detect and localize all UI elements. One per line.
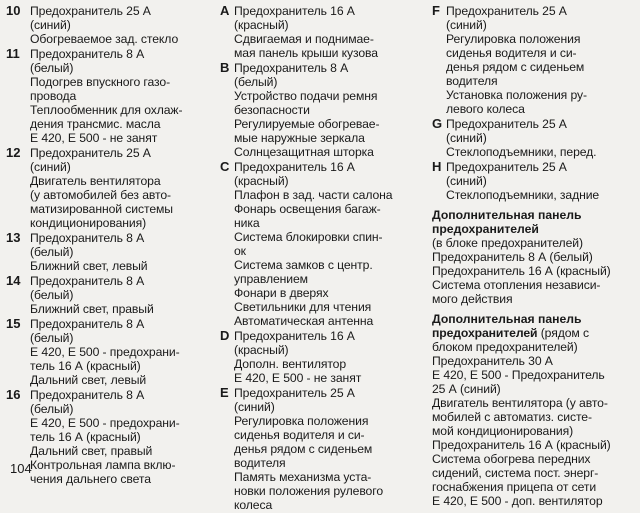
fuse-text-line: Регулируемые обогревае-	[234, 117, 380, 131]
fuse-text-line: Регулировка положения	[446, 32, 581, 46]
fuse-text-line: (синий)	[446, 18, 487, 32]
fuse-text-line: левого колеса	[446, 102, 525, 116]
fuse-text-line: Система блокировки спин-	[234, 230, 383, 244]
fuse-text-line: ника	[234, 216, 260, 230]
fuse-text-line: Предохранитель 8 А	[30, 274, 145, 288]
extra-panel-section-1	[432, 208, 638, 306]
fuse-text-line: управлением	[234, 272, 308, 286]
section-title-line: предохранителей	[432, 326, 538, 340]
fuse-entry	[220, 329, 420, 385]
fuse-number: 14	[6, 273, 21, 288]
fuse-number: 10	[6, 3, 21, 18]
fuse-text-line: тель 16 А (красный)	[30, 430, 141, 444]
fuse-text-line: Устройство подачи ремня	[234, 89, 378, 103]
section-text-line: 25 А (синий)	[432, 382, 501, 396]
fuse-number: E	[220, 385, 229, 400]
fuse-description	[234, 160, 420, 328]
fuse-description	[234, 4, 420, 60]
section-text-line: Предохранитель 8 А (белый)	[432, 250, 593, 264]
fuse-text-line: (красный)	[234, 18, 289, 32]
fuse-text-line: (у автомобилей без авто-	[30, 188, 171, 202]
fuse-text-line: матизированной системы	[30, 202, 173, 216]
fuse-text-line: безопасности	[234, 103, 310, 117]
fuse-number: G	[432, 116, 443, 131]
section-text-line: Система отопления независи-	[432, 278, 601, 292]
fuse-text-line: Фонарь освещения багаж-	[234, 202, 381, 216]
fuse-text-line: (красный)	[234, 343, 289, 357]
fuse-entry	[432, 4, 638, 116]
fuse-entry	[6, 274, 214, 316]
fuse-text-line: Предохранитель 8 А	[30, 47, 145, 61]
fuse-text-line: денья рядом с сиденьем	[234, 442, 373, 456]
fuse-text-line: Предохранитель 8 А	[234, 61, 349, 75]
section-text-line: Предохранитель 16 А (красный)	[432, 438, 611, 452]
fuse-description	[446, 117, 638, 159]
fuse-text-line: (белый)	[234, 75, 278, 89]
section-text-line: сидений, система пост. энерг-	[432, 466, 599, 480]
page-number: 104	[10, 461, 32, 476]
fuse-text-line: Фонари в дверях	[234, 286, 329, 300]
fuse-text-line: Предохранитель 16 А	[234, 4, 355, 18]
fuse-text-line: Дальний свет, левый	[30, 373, 147, 387]
fuse-text-line: Предохранитель 25 А	[234, 386, 355, 400]
column-right	[432, 4, 638, 508]
fuse-entry	[6, 146, 214, 230]
fuse-entry	[220, 4, 420, 60]
fuse-text-line: Регулировка положения	[234, 414, 369, 428]
fuse-entry	[220, 160, 420, 328]
fuse-text-line: (синий)	[30, 18, 71, 32]
section-text-line: мобилей с автоматиз. систе-	[432, 410, 592, 424]
fuse-entry	[220, 386, 420, 512]
fuse-description	[234, 329, 420, 385]
fuse-entry	[6, 231, 214, 273]
column-middle	[220, 4, 420, 513]
column-left	[6, 4, 214, 487]
fuse-text-line: Ближний свет, правый	[30, 302, 154, 316]
fuse-text-line: Контрольная лампа вклю-	[30, 458, 176, 472]
fuse-text-line: Дальний свет, правый	[30, 444, 153, 458]
fuse-entry	[6, 4, 214, 46]
fuse-number: 12	[6, 145, 21, 160]
section-title-line: Дополнительная панель	[432, 208, 582, 222]
fuse-description	[30, 388, 214, 486]
fuse-text-line: новки положения рулевого	[234, 484, 383, 498]
fuse-text-line: кондиционирования)	[30, 216, 147, 230]
fuse-text-line: Предохранитель 8 А	[30, 317, 145, 331]
fuse-text-line: водителя	[446, 74, 498, 88]
fuse-number: B	[220, 60, 230, 75]
fuse-number: 11	[6, 46, 20, 61]
fuse-text-line: дения трансмис. масла	[30, 117, 161, 131]
fuse-text-line: Подогрев впускного газо-	[30, 75, 171, 89]
section-text-line: (в блоке предохранителей)	[432, 236, 583, 250]
section-text-line: Система обогрева передних	[432, 452, 591, 466]
fuse-text-line: Сдвигаемая и поднимае-	[234, 32, 374, 46]
fuse-number: C	[220, 159, 230, 174]
fuse-entry	[220, 61, 420, 159]
fuse-text-line: Теплообменник для охлаж-	[30, 103, 183, 117]
fuse-text-line: Система замков с центр.	[234, 258, 373, 272]
fuse-description	[30, 274, 214, 316]
fuse-text-line: мая панель крыши кузова	[234, 46, 378, 60]
fuse-text-line: Плафон в зад. части салона	[234, 188, 393, 202]
fuse-text-line: Е 420, Е 500 - предохрани-	[30, 345, 180, 359]
fuse-text-line: Предохранитель 16 А	[234, 329, 355, 343]
fuse-text-line: Е 420, Е 500 - предохрани-	[30, 416, 180, 430]
fuse-text-line: Е 420, Е 500 - не занят	[234, 371, 362, 385]
fuse-text-line: Автоматическая антенна	[234, 314, 374, 328]
fuse-number: H	[432, 159, 442, 174]
fuse-text-line: Предохранитель 25 А	[30, 4, 151, 18]
fuse-text-line: (белый)	[30, 402, 74, 416]
section-text-line: Предохранитель 30 А	[432, 354, 553, 368]
section-title-line: предохранителей	[432, 222, 539, 236]
fuse-number: D	[220, 328, 230, 343]
fuse-description	[30, 146, 214, 230]
fuse-text-line: Дополн. вентилятор	[234, 357, 347, 371]
fuse-text-line: Солнцезащитная шторка	[234, 145, 374, 159]
fuse-text-line: Двигатель вентилятора	[30, 174, 161, 188]
section-title-line: Дополнительная панель	[432, 312, 582, 326]
fuse-text-line: денья рядом с сиденьем	[446, 60, 585, 74]
fuse-number: F	[432, 3, 440, 18]
fuse-text-line: Предохранитель 25 А	[446, 160, 567, 174]
fuse-description	[30, 317, 214, 387]
fuse-number: 15	[6, 316, 21, 331]
fuse-text-line: Е 420, Е 500 - не занят	[30, 131, 158, 145]
fuse-text-line: Стеклоподъемники, задние	[446, 188, 600, 202]
fuse-text-line: Стеклоподъемники, перед.	[446, 145, 597, 159]
fuse-description	[446, 4, 638, 116]
fuse-text-line: колеса	[234, 498, 273, 512]
fuse-text-line: (синий)	[446, 174, 487, 188]
section-text-line: блоком предохранителей)	[432, 340, 578, 354]
extra-panel-section-2	[432, 312, 638, 508]
fuse-text-line: Светильники для чтения	[234, 300, 372, 314]
fuse-entry	[432, 117, 638, 159]
fuse-text-line: Память механизма уста-	[234, 470, 372, 484]
fuse-text-line: Предохранитель 25 А	[446, 117, 567, 131]
fuse-number: 16	[6, 387, 21, 402]
fuse-description	[30, 231, 214, 273]
fuse-text-line: водителя	[234, 456, 286, 470]
section-text-line: Двигатель вентилятора (у авто-	[432, 396, 608, 410]
fuse-description	[234, 386, 420, 512]
fuse-text-line: Предохранитель 25 А	[446, 4, 567, 18]
fuse-text-line: провода	[30, 89, 77, 103]
fuse-text-line: Обогреваемое зад. стекло	[30, 32, 179, 46]
fuse-description	[234, 61, 420, 159]
fuse-text-line: (белый)	[30, 245, 74, 259]
fuse-description	[30, 47, 214, 145]
fuse-description	[446, 160, 638, 202]
fuse-description	[30, 4, 214, 46]
section-text-line: госнабжения прицепа от сети	[432, 480, 597, 494]
fuse-text-line: (синий)	[234, 400, 275, 414]
fuse-list-right	[432, 4, 638, 202]
fuse-text-line: Предохранитель 8 А	[30, 231, 145, 245]
fuse-entry	[6, 388, 214, 486]
fuse-entry	[6, 47, 214, 145]
fuse-number: A	[220, 3, 230, 18]
fuse-text-line: (красный)	[234, 174, 289, 188]
section-title-suffix: (рядом с	[537, 326, 589, 340]
fuse-number: 13	[6, 230, 21, 245]
fuse-text-line: Установка положения ру-	[446, 88, 587, 102]
fuse-text-line: сиденья водителя и си-	[234, 428, 365, 442]
section-text-line: Предохранитель 16 А (красный)	[432, 264, 611, 278]
fuse-text-line: (синий)	[30, 160, 71, 174]
fuse-text-line: тель 16 А (красный)	[30, 359, 141, 373]
fuse-text-line: ок	[234, 244, 246, 258]
fuse-text-line: (синий)	[446, 131, 487, 145]
fuse-text-line: (белый)	[30, 288, 74, 302]
section-text-line: Е 420, Е 500 - Предохранитель	[432, 368, 605, 382]
fuse-entry	[6, 317, 214, 387]
fuse-text-line: Ближний свет, левый	[30, 259, 148, 273]
fuse-text-line: Предохранитель 8 А	[30, 388, 145, 402]
section-text-line: мого действия	[432, 292, 513, 306]
fuse-entry	[432, 160, 638, 202]
fuse-text-line: Предохранитель 16 А	[234, 160, 355, 174]
fuse-text-line: чения дальнего света	[30, 472, 151, 486]
section-text-line: Е 420, Е 500 - доп. вентилятор	[432, 494, 603, 508]
fuse-text-line: Предохранитель 25 А	[30, 146, 151, 160]
fuse-text-line: сиденья водителя и си-	[446, 46, 577, 60]
section-text-line: мой кондиционирования)	[432, 424, 574, 438]
fuse-text-line: (белый)	[30, 331, 74, 345]
fuse-text-line: (белый)	[30, 61, 74, 75]
fuse-text-line: мые наружные зеркала	[234, 131, 365, 145]
